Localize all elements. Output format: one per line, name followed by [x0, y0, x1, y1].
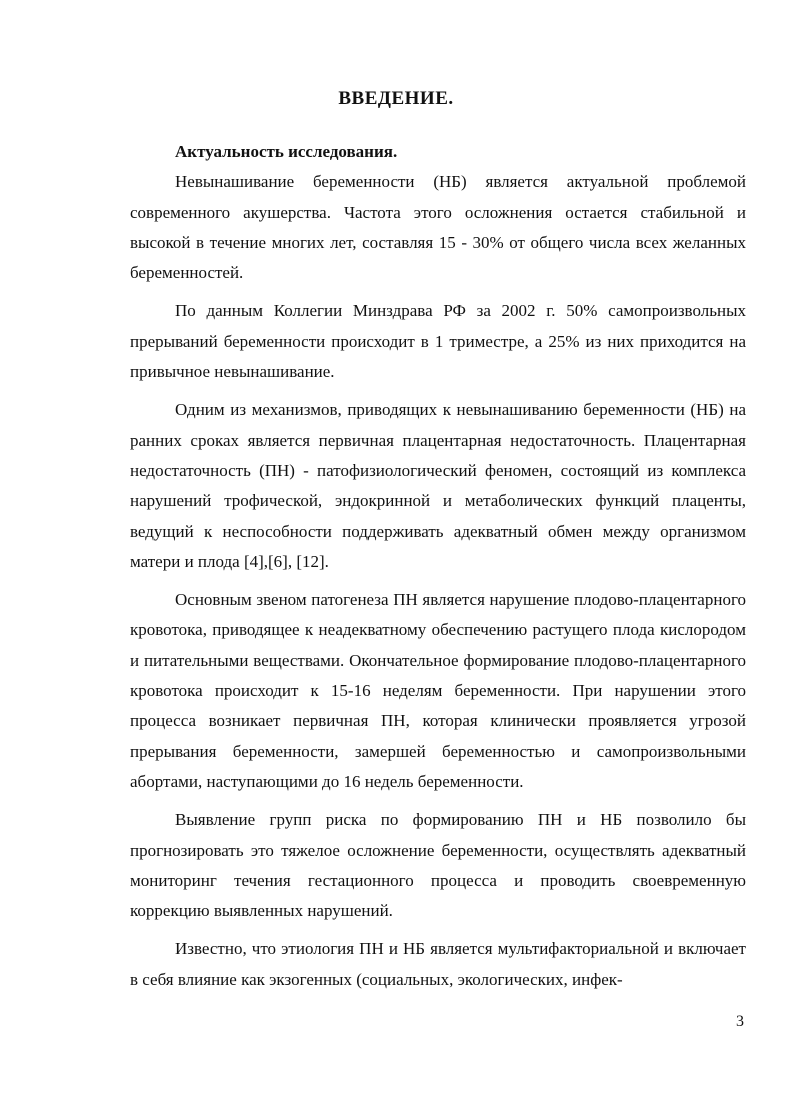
- paragraph-4: Основным звеном патогенеза ПН является нарушение плодово-плацентарного кровотока, приводящее к неадекватному обеспечению растущего плода кислородом и питательными веществами. Окончательное формирование плодово-плацентарного кровотока происходит к 15-16 неделям беременности. При нарушении этого процесса возникает первичная ПН, которая клинически проявляется угрозой прерывания беременности, замершей беременностью и самопроизвольными абортами, наступающими до 16 недель беременности.: [130, 590, 746, 791]
- paragraph-5: Выявление групп риска по формированию ПН и НБ позволило бы прогнозировать это тяжелое осложнение беременности, осуществлять адекватный мониторинг течения гестационного процесса и проводить своевременную коррекцию выявленных нарушений.: [130, 810, 746, 921]
- paragraph-3: Одним из механизмов, приводящих к невынашиванию беременности (НБ) на ранних сроках является первичная плацентарная недостаточность. Плацентарная недостаточность (ПН) - патофизиологический феномен, состоящий из комплекса нарушений трофической, эндокринной и метаболических функций плаценты, ведущий к неспособности поддерживать адекватный обмен между организмом матери и плода [4],[6], [12].: [130, 400, 746, 571]
- paragraph-2: По данным Коллегии Минздрава РФ за 2002 г. 50% самопроизвольных прерываний беременности происходит в 1 триместре, а 25% из них приходится на привычное невынашивание.: [130, 301, 746, 382]
- page-number: 3: [736, 1013, 744, 1030]
- paragraph-6: Известно, что этиология ПН и НБ является мультифакториальной и включает в себя влияние как экзогенных (социальных, экологических, инфек-: [130, 939, 746, 989]
- page-title: ВВЕДЕНИЕ.: [338, 88, 454, 109]
- paragraph-1: Невынашивание беременности (НБ) является актуальной проблемой современного акушерства. Частота этого осложнения остается стабильной и высокой в течение многих лет, составляя 15 - 30% от общего числа всех желанных беременностей.: [130, 172, 746, 283]
- section-subheading: Актуальность исследования.: [175, 142, 398, 161]
- document-body: [130, 137, 746, 995]
